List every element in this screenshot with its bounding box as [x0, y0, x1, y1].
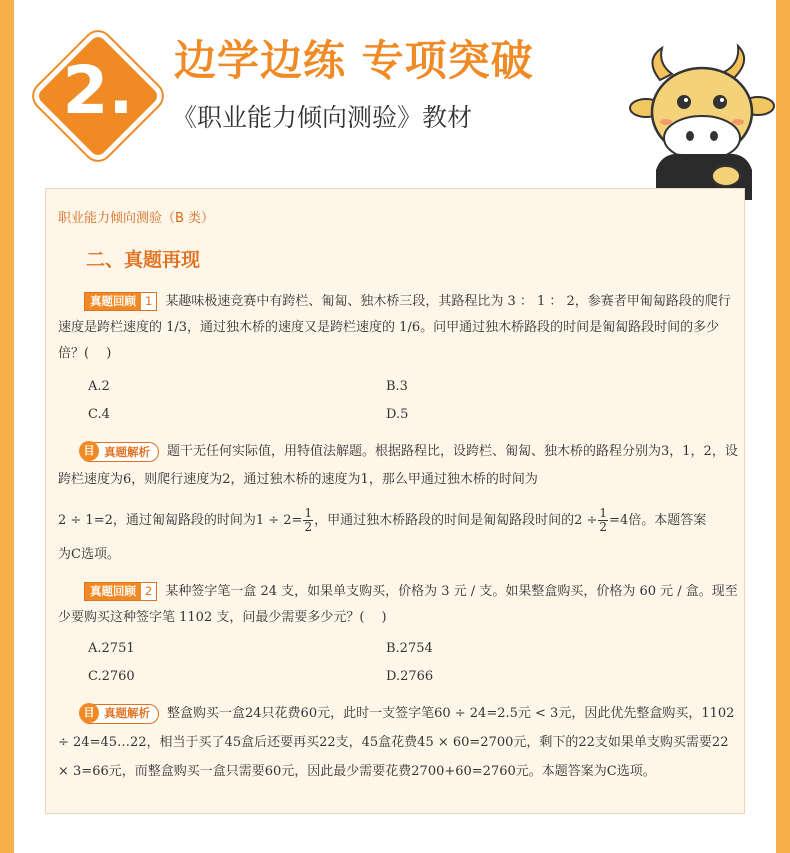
analysis-1-line-3: 为C选项。 [58, 547, 120, 562]
tag-review-2: 真题回顾 2 [84, 582, 157, 601]
q1-option-a: A.2 [88, 379, 110, 394]
badge-number: 2. [62, 52, 134, 129]
q2-option-d: D.2766 [386, 669, 434, 684]
q1-option-c: C.4 [88, 407, 110, 422]
fraction-half: $\frac{1}{2}$ [599, 506, 608, 534]
question-2-text: 某种签字笔一盒 24 支，如果单支购买，价格为 3 元 / 支。如果整盒购买，价格为 60 元 / 盒。现至少要购买这种签字笔 1102 支，问最少需要多少元？( ) [58, 584, 738, 625]
content-card [45, 188, 745, 814]
question-1 [58, 289, 738, 367]
analysis-icon: 目 [79, 441, 99, 461]
q2-option-a: A.2751 [88, 641, 135, 656]
analysis-1-text-a: 题干无任何实际值，用特值法解题。根据路程比，设跨栏、匍匐、独木桥的路程分别为3，1，2，设跨栏速度为6，则爬行速度为2，通过独木桥的速度为1，那么甲通过独木桥的时间为 [58, 444, 738, 487]
page-subtitle: 《职业能力倾向测验》教材 [172, 103, 473, 132]
analysis-1 [58, 438, 738, 494]
q2-option-b: B.2754 [386, 641, 433, 656]
tag-analysis-1: 目 真题解析 [80, 442, 159, 462]
section-title: 二、真题再现 [86, 249, 201, 271]
analysis-2 [58, 699, 738, 786]
analysis-2-text: 整盒购买一盒24只花费60元，此时一支签字笔60 ÷ 24=2.5元 < 3元，因此优先整盒购买，1102 ÷ 24=45…22，相当于买了45盒后还要再买22支，45盒花费45 × 60=2700元，剩下的22支如果单支购买需要22 × 3=66元，而整盒购买一盒只需要60元，因此最少需要花费2700+60=2760元。本题答案为C选项。 [58, 706, 735, 779]
q2-option-c: C.2760 [88, 669, 135, 684]
tag-analysis-2: 目 真题解析 [80, 704, 159, 724]
analysis-icon: 目 [79, 703, 99, 723]
cow-mascot-icon [622, 40, 782, 200]
card-label: 职业能力倾向测验（B 类） [58, 211, 215, 226]
q1-option-d: D.5 [386, 407, 409, 422]
tag-review-1: 真题回顾 1 [84, 292, 157, 311]
analysis-1-line-2: 2 ÷ 1=2，通过匍匐路段的时间为1 ÷ 2= $\frac{1}{2}$ ，甲通过独木桥路段的时间是匍匐路段时间的2 ÷ $\frac{1}{2}$ =4倍。本题答案 [58, 506, 707, 534]
q1-option-b: B.3 [386, 379, 408, 394]
fraction-half: $\frac{1}{2}$ [304, 506, 313, 534]
question-1-text: 某趣味极速竞赛中有跨栏、匍匐、独木桥三段，其路程比为 3 ： 1 ： 2，参赛者甲匍匐路段的爬行速度是跨栏速度的 1/3，通过独木桥的速度又是跨栏速度的 1/6。问甲通过独木桥路段的时间是匍匐路段时间的多少倍？( ) [58, 294, 731, 361]
page-title: 边学边练 专项突破 [174, 36, 534, 85]
question-2 [58, 579, 738, 631]
left-decor-bar [0, 0, 14, 853]
section-number-badge [38, 36, 158, 156]
